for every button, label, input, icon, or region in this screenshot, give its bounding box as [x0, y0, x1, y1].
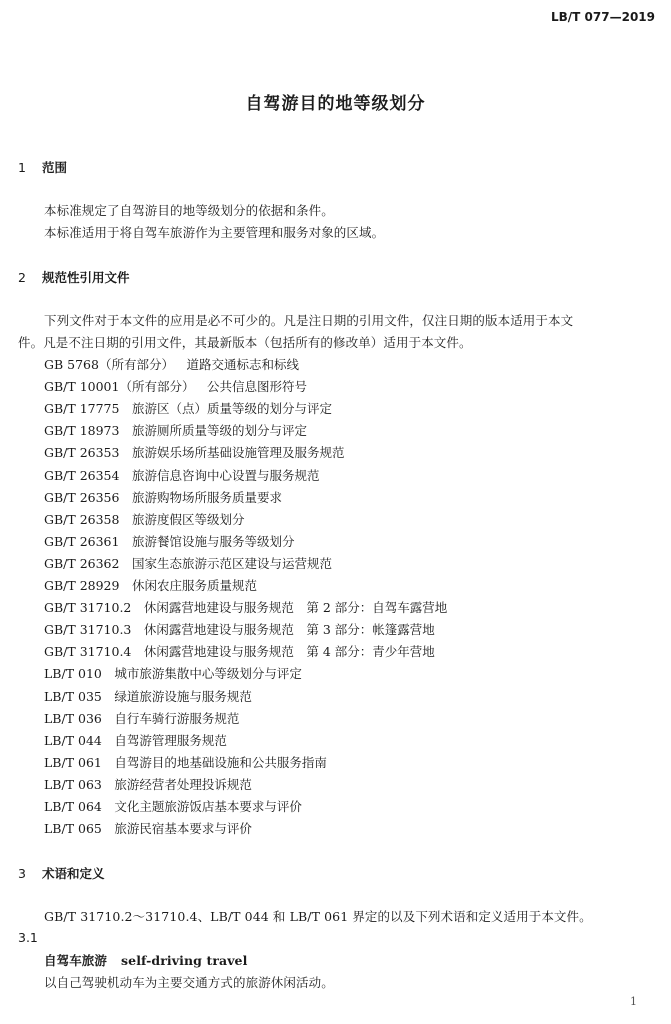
reference-title: 旅游信息咨询中心设置与服务规范: [131, 467, 320, 483]
reference-title: 道路交通标志和标线: [186, 357, 299, 372]
paragraph: 下列文件对于本文件的应用是必不可少的。凡是注日期的引用文件，仅注日期的版本适用于本文: [44, 313, 574, 328]
reference-code: LB/T 035: [44, 688, 102, 704]
reference-title: 休闲露营地建设与服务规范 第 2 部分：自驾车露营地: [143, 600, 448, 616]
reference-code: LB/T 063: [44, 776, 102, 792]
reference-title: 旅游购物场所服务质量要求: [131, 489, 282, 505]
reference-code: GB/T 28929: [44, 578, 120, 593]
reference-code: GB/T 26361: [44, 533, 120, 549]
reference-item: [44, 488, 282, 506]
reference-item: [44, 532, 295, 550]
reference-title: 旅游娱乐场所基础设施管理及服务规范: [131, 445, 345, 461]
reference-title: 旅游度假区等级划分: [131, 511, 245, 527]
reference-code: LB/T 036: [44, 710, 102, 726]
reference-item: [44, 576, 257, 594]
reference-gap: [131, 622, 144, 637]
paragraph: 件。凡是不注日期的引用文件，其最新版本（包括所有的修改单）适用于本文件。: [18, 335, 472, 350]
reference-title: 旅游经营者处理投诉规范: [114, 776, 252, 792]
section-number: 1: [18, 160, 26, 175]
reference-gap: [119, 512, 132, 527]
reference-code: GB/T 10001（所有部分）: [44, 379, 195, 395]
reference-title: 休闲露营地建设与服务规范 第 4 部分：青少年营地: [143, 644, 435, 660]
reference-gap: [102, 711, 115, 726]
reference-item: [44, 753, 327, 771]
reference-title: 旅游厕所质量等级的划分与评定: [131, 423, 307, 439]
reference-title: 城市旅游集散中心等级划分与评定: [114, 666, 302, 682]
reference-item: [44, 510, 245, 528]
section-heading-normative-references: [18, 268, 130, 286]
reference-title: 文化主题旅游饭店基本要求与评价: [114, 799, 302, 814]
reference-title: 旅游餐馆设施与服务等级划分: [131, 533, 295, 549]
reference-item: [44, 466, 320, 484]
reference-item: [44, 775, 252, 793]
reference-gap: [194, 379, 207, 394]
standard-code: LB/T 077—2019: [551, 10, 655, 24]
reference-gap: [119, 423, 132, 438]
reference-item: [44, 399, 332, 417]
reference-code: LB/T 044: [44, 732, 102, 748]
reference-item: [44, 642, 435, 660]
reference-code: GB/T 31710.3: [44, 622, 132, 638]
paragraph: GB/T 31710.2～31710.4、LB/T 044 和 LB/T 061 界定的以及下列术语和定义适用于本文件。: [44, 909, 592, 924]
reference-item: [44, 687, 252, 705]
reference-title: 国家生态旅游示范区建设与运营规范: [131, 555, 332, 571]
reference-title: 绿道旅游设施与服务规范: [114, 688, 252, 704]
term-definition: 以自己驾驶机动车为主要交通方式的旅游休闲活动。: [44, 975, 334, 990]
document-title: 自驾游目的地等级划分: [245, 94, 426, 114]
reference-gap: [119, 401, 132, 416]
reference-gap: [119, 578, 132, 593]
reference-code: GB/T 31710.2: [44, 600, 132, 616]
section-number: 3: [18, 866, 26, 881]
reference-gap: [119, 534, 132, 549]
reference-code: GB 5768（所有部分）: [44, 357, 174, 372]
section-number: 2: [18, 270, 26, 285]
reference-code: GB/T 31710.4: [44, 644, 132, 660]
paragraph: 本标准规定了自驾游目的地等级划分的依据和条件。: [44, 203, 334, 218]
section-heading-terms: [18, 864, 105, 882]
reference-code: GB/T 26354: [44, 467, 120, 483]
reference-gap: [131, 600, 144, 615]
reference-code: GB/T 26358: [44, 511, 120, 527]
reference-code: LB/T 061: [44, 754, 102, 770]
reference-gap: [102, 821, 115, 836]
reference-gap: [102, 777, 115, 792]
section-title: 术语和定义: [42, 866, 105, 881]
reference-item: [44, 598, 447, 616]
reference-title: 公共信息图形符号: [206, 379, 307, 395]
term-name: 自驾车旅游: [44, 953, 108, 968]
page-number: 1: [630, 995, 637, 1008]
reference-gap: [102, 755, 115, 770]
reference-gap: [102, 666, 115, 681]
reference-gap: [174, 357, 187, 372]
reference-gap: [119, 556, 132, 571]
reference-code: GB/T 26356: [44, 489, 120, 505]
reference-title: 休闲农庄服务质量规范: [131, 578, 257, 593]
reference-title: 自行车骑行游服务规范: [114, 710, 240, 726]
section-title: 规范性引用文件: [42, 270, 130, 285]
reference-gap: [102, 799, 115, 814]
reference-item: [44, 731, 227, 749]
reference-item: [44, 664, 302, 682]
reference-code: LB/T 064: [44, 799, 102, 814]
section-heading-scope: [18, 158, 67, 176]
reference-gap: [131, 644, 144, 659]
reference-code: GB/T 17775: [44, 401, 120, 417]
reference-code: GB/T 18973: [44, 423, 120, 439]
reference-code: GB/T 26362: [44, 555, 120, 571]
reference-item: [44, 443, 345, 461]
reference-title: 旅游民宿基本要求与评价: [114, 821, 252, 837]
reference-item: [44, 421, 307, 439]
reference-gap: [102, 733, 115, 748]
paragraph: 本标准适用于将自驾车旅游作为主要管理和服务对象的区域。: [44, 225, 385, 240]
term-name-en: self-driving travel: [121, 953, 248, 968]
reference-code: GB/T 26353: [44, 445, 120, 461]
reference-gap: [119, 445, 132, 460]
section-title: 范围: [42, 160, 68, 175]
reference-item: [44, 355, 299, 373]
reference-code: LB/T 065: [44, 821, 102, 837]
term-heading: [44, 951, 247, 969]
reference-title: 休闲露营地建设与服务规范 第 3 部分：帐篷露营地: [143, 622, 435, 638]
reference-title: 自驾游管理服务规范: [114, 732, 227, 748]
reference-title: 自驾游目的地基础设施和公共服务指南: [114, 754, 327, 770]
reference-code: LB/T 010: [44, 666, 102, 682]
reference-item: [44, 377, 307, 395]
reference-title: 旅游区（点）质量等级的划分与评定: [131, 401, 332, 417]
reference-gap: [119, 468, 132, 483]
reference-item: [44, 554, 332, 572]
reference-gap: [102, 689, 115, 704]
reference-item: [44, 819, 252, 837]
reference-item: [44, 797, 302, 815]
term-number: 3.1: [18, 930, 38, 945]
reference-gap: [119, 490, 132, 505]
reference-item: [44, 709, 239, 727]
reference-item: [44, 620, 435, 638]
